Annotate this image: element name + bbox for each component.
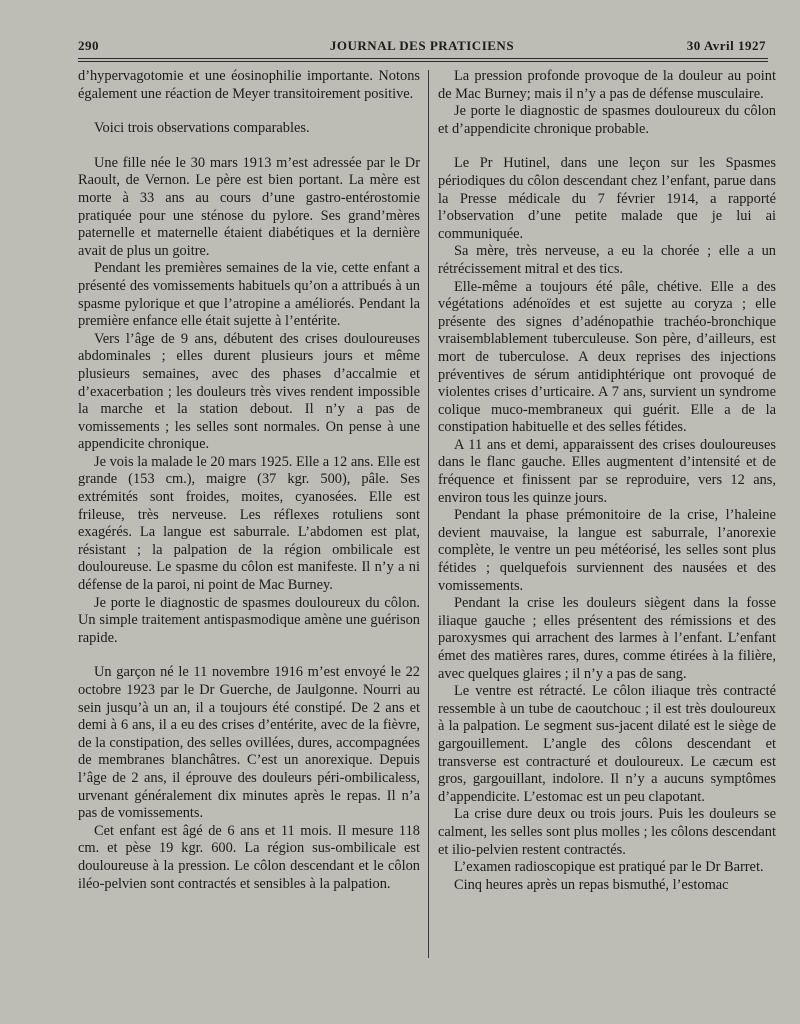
header-rule — [78, 58, 768, 59]
paragraph: Un garçon né le 11 novembre 1916 m’est envoyé le 22 octobre 1923 par le Dr Guerche, de Jaulgonne. Nourri au sein jusqu’à un an, il a toujours été constipé. De 2 ans et demi à 6 ans, il a eu des crises d’entérite, avec de la fièvre, de la constipation, des selles ovillées, dures, accompagnées de membranes blanchâtres. C’est un anorexique. Depuis l’âge de 2 ans, il éprouve des douleurs péri-ombilicaless, urvenant généralement dix minutes après le repas. Il n’a pas de vomissements. — [78, 664, 420, 822]
paragraph: Je porte le diagnostic de spasmes douloureux du côlon et d’appendicite chronique probable. — [438, 103, 776, 137]
left-column — [78, 68, 420, 893]
paragraph: Pendant les premières semaines de la vie, cette enfant a présenté des vomissements habituels qu’on a attribués à un spasme pylorique et que l’atropine a améliorés. Pendant la première enfance elle était sujette à l’entérite. — [78, 260, 420, 330]
right-column — [438, 68, 776, 894]
paragraph: Voici trois observations comparables. — [94, 120, 310, 137]
paragraph: Elle-même a toujours été pâle, chétive. Elle a des végétations adénoïdes et est sujette au coryza ; elle présente des signes d’adénopathie trachéo-bronchique vraisemblablement tuberculeuse. Son père, d’ailleurs, est mort de tuberculose. A deux reprises des injections préventives de sérum antidiphtérique ont provoqué de violentes crises d’urticaire. A 7 ans, survient un syndrome colique muco-membraneux qui guérit. Elle a de la constipation habituelle et des selles fétides. — [438, 278, 776, 436]
paragraph: La pression profonde provoque de la douleur au point de Mac Burney; mais il n’y a pas de défense musculaire. — [438, 68, 776, 102]
paragraph: Cinq heures après un repas bismuthé, l’estomac — [454, 876, 729, 893]
paragraph: Je vois la malade le 20 mars 1925. Elle a 12 ans. Elle est grande (153 cm.), maigre (37 kgr. 500), pâle. Ses extrémités sont froides, moites, cyanosées. Elle est frileuse, très nerveuse. Les réflexes rotuliens sont exagérés. La langue est saburrale. L’abdomen est plat, résistant ; la palpation de la région ombilicale est douloureuse. Le spasme du côlon est manifeste. Il n’y a ni défense de la paroi, ni point de Mac Burney. — [78, 453, 420, 594]
header-rule-secondary — [78, 61, 768, 62]
paragraph: Vers l’âge de 9 ans, débutent des crises douloureuses abdominales ; elles durent plusieurs jours et même plusieurs semaines, avec des phases d’accalmie et d’exacerbation ; les douleurs très vives rendent impossible la marche et la station debout. Il n’y a pas de vomissements ; les selles sont normales. On pense à une appendicite chronique. — [78, 330, 420, 453]
paragraph: Cet enfant est âgé de 6 ans et 11 mois. Il mesure 118 cm. et pèse 19 kgr. 600. La région sus-ombilicale est douloureuse à la pression. Le côlon descendant et le côlon iléo-pelvien sont contractés et sensibles à la palpation. — [78, 822, 420, 892]
paragraph: Sa mère, très nerveuse, a eu la chorée ; elle a un rétrécissement mitral et des tics. — [438, 243, 776, 277]
issue-date: 30 Avril 1927 — [686, 38, 766, 53]
paragraph: La crise dure deux ou trois jours. Puis les douleurs se calment, les selles sont plus molles ; les côlons descendant et ilio-pelvien restent contractés. — [438, 806, 776, 858]
column-divider — [428, 70, 429, 958]
paragraph: A 11 ans et demi, apparaissent des crises douloureuses dans le flanc gauche. Elles augmentent d’intensité et de fréquence et finissent par se reproduire, vers 12 ans, environ tous les quinze jours. — [438, 436, 776, 506]
paragraph: Le Pr Hutinel, dans une leçon sur les Spasmes périodiques du côlon descendant chez l’enfant, parue dans la Presse médicale du 7 février 1914, a rapporté l’observation d’une petite malade que je lui ai communiquée. — [438, 155, 776, 242]
journal-title: JOURNAL DES PRATICIENS — [329, 38, 515, 53]
paragraph: Je porte le diagnostic de spasmes douloureux du côlon. Un simple traitement antispasmodique amène une guérison rapide. — [78, 594, 420, 646]
page-number: 290 — [78, 38, 99, 53]
paragraph: Pendant la crise les douleurs siègent dans la fosse iliaque gauche ; elles présentent des rémissions et des paroxysmes qui arrachent des larmes à l’enfant. L’enfant émet des matières rares, dures, comme étirées à la filière, avec quelques glaires ; il n’y a pas de sang. — [438, 595, 776, 682]
paragraph: d’hypervagotomie et une éosinophilie importante. Notons également une réaction de Meyer transitoirement positive. — [78, 68, 420, 102]
paragraph: Pendant la phase prémonitoire de la crise, l’haleine devient mauvaise, la langue est saburrale, l’anorexie complète, le ventre un peu météorisé, les selles sont plus fétides ; quelquefois surviennent des nausées et des vomissements. — [438, 507, 776, 594]
paragraph: L’examen radioscopique est pratiqué par le Dr Barret. — [454, 859, 764, 876]
running-header — [78, 38, 766, 58]
paragraph: Le ventre est rétracté. Le côlon iliaque très contracté ressemble à un tube de caoutchouc ; il est très douloureux à la palpation. Le segment sus-jacent dilaté est le siège de gargouillement. L’angle des côlons descendant et transverse est contracturé et douloureux. Le cæcum est gros, gargouillant, indolore. Il n’y a aucuns symptômes d’appendicite. L’estomac est un peu clapotant. — [438, 683, 776, 805]
paragraph: Une fille née le 30 mars 1913 m’est adressée par le Dr Raoult, de Vernon. Le père est bien portant. La mère est morte à 33 ans au cours d’une gastro-entérostomie pratiquée pour une sténose du pylore. Ses grand’mères paternelle et maternelle étaient diabétiques et la dernière avait de plus un goitre. — [78, 154, 420, 259]
